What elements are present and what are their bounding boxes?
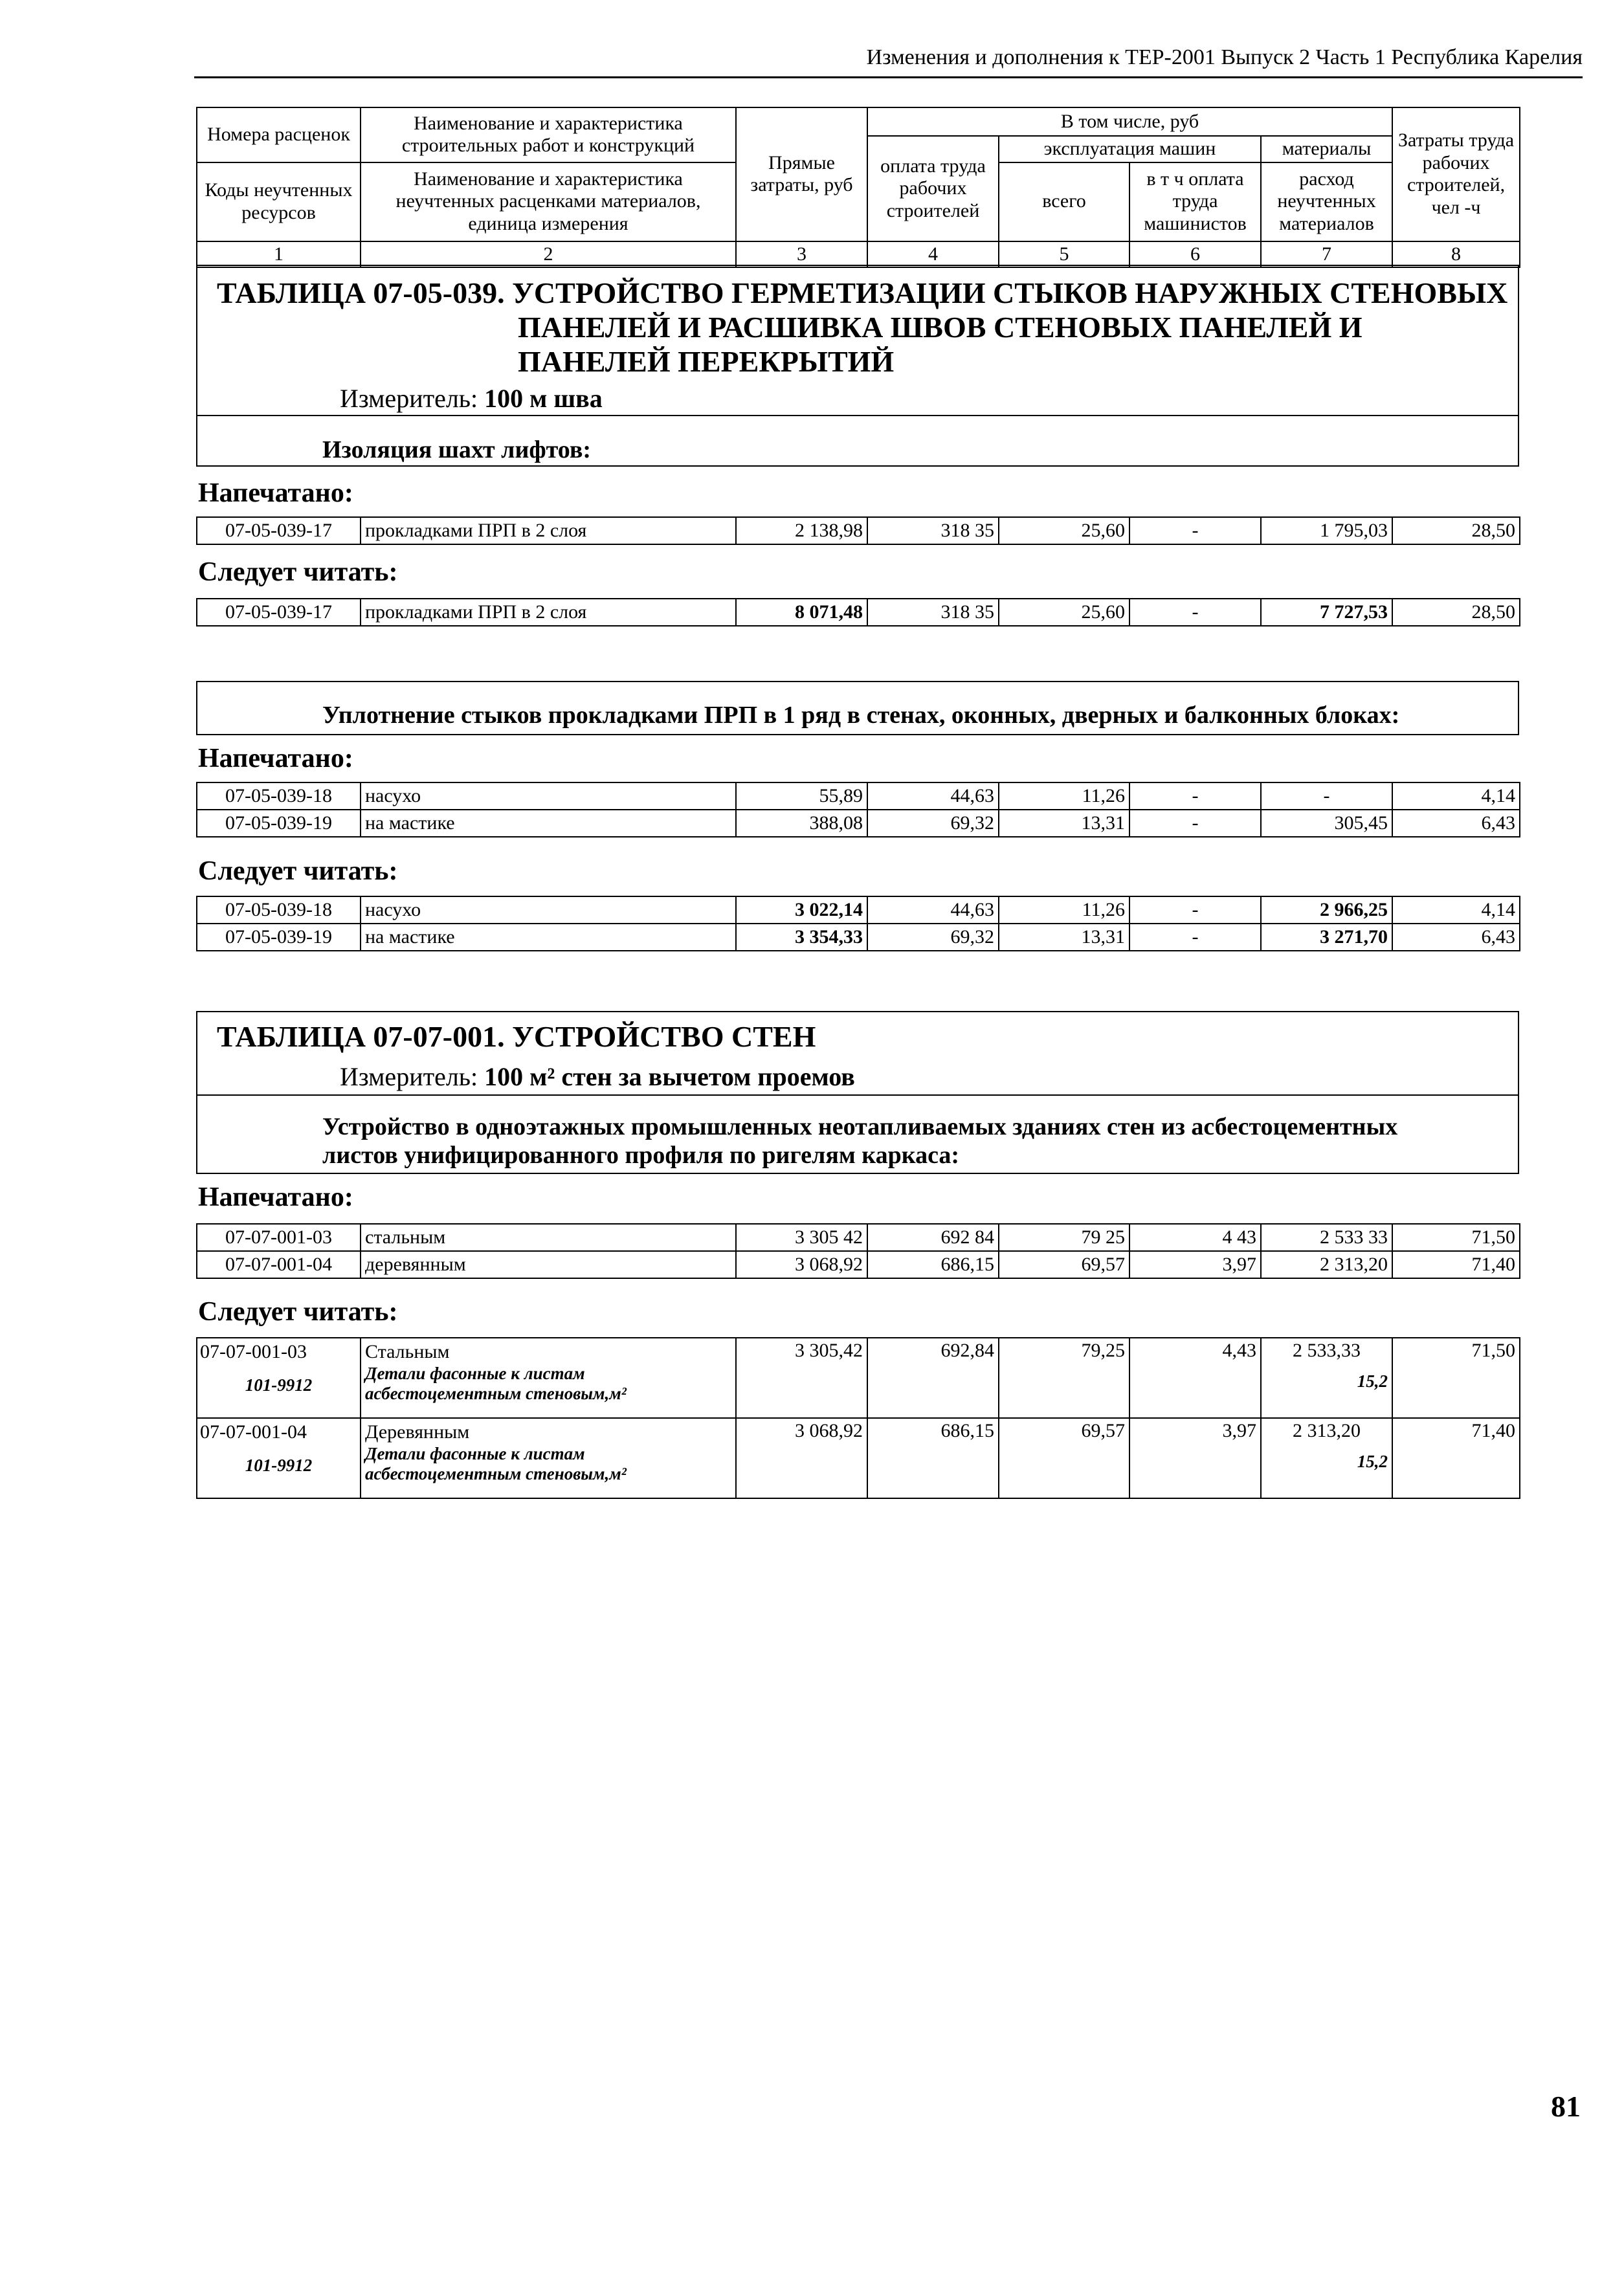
row-machines-total: 69,57	[999, 1418, 1129, 1498]
col-header-machinist-pay: в т ч оплата труда машинистов	[1129, 162, 1261, 241]
table1-title-divider	[196, 415, 1519, 416]
table2-printed-rows	[196, 782, 1520, 837]
row-direct-costs: 3 305 42	[736, 1224, 867, 1251]
row-code: 07-05-039-17	[197, 599, 361, 626]
row-material-detail: Детали фасонные к листам асбестоцементным стеновым,м²	[365, 1363, 627, 1403]
row-materials-cell	[1261, 1338, 1392, 1418]
row-name: насухо	[361, 782, 736, 810]
col-num-4: 4	[867, 241, 999, 268]
row-materials: 2 313,20	[1293, 1420, 1361, 1441]
row-direct-costs: 3 068,92	[736, 1251, 867, 1278]
row-name: на мастике	[361, 924, 736, 951]
col-header-material-usage: расход неучтенных материалов	[1261, 162, 1392, 241]
col-num-3: 3	[736, 241, 867, 268]
col-header-including: В том числе, руб	[867, 107, 1392, 136]
row-labor-hours: 71,40	[1392, 1251, 1520, 1278]
row-name: прокладками ПРП в 2 слоя	[361, 599, 736, 626]
table1-measure-value: 100 м шва	[484, 384, 603, 413]
table-row	[197, 1338, 1520, 1418]
row-machines-total: 25,60	[999, 517, 1129, 544]
table2-title-divider	[196, 1094, 1519, 1096]
col-header-machines: эксплуатация машин	[999, 136, 1261, 162]
col-header-material-name: Наименование и характеристика неучтенных расценками материалов, единица измерения	[361, 162, 736, 241]
table-row	[197, 782, 1520, 810]
row-worker-pay: 318 35	[867, 517, 999, 544]
row-machinist-pay: 3,97	[1129, 1251, 1261, 1278]
table-row	[197, 924, 1520, 951]
row-labor-hours: 4,14	[1392, 896, 1520, 924]
table2-title: ТАБЛИЦА 07-07-001. УСТРОЙСТВО СТЕН	[217, 1020, 816, 1053]
row-labor-hours: 28,50	[1392, 517, 1520, 544]
row-machinist-pay: -	[1129, 517, 1261, 544]
running-header: Изменения и дополнения к ТЕР-2001 Выпуск 2 Часть 1 Республика Карелия	[866, 45, 1583, 69]
table2-measure-label: Измеритель:	[340, 1062, 478, 1091]
row-machines-total: 25,60	[999, 599, 1129, 626]
row-direct-costs: 3 022,14	[736, 896, 867, 924]
row-worker-pay: 692,84	[867, 1338, 999, 1418]
col-num-1: 1	[197, 241, 361, 268]
row-machinist-pay: 3,97	[1129, 1418, 1261, 1498]
row-code: 07-05-039-18	[197, 782, 361, 810]
table-row	[197, 896, 1520, 924]
row-code: 07-05-039-18	[197, 896, 361, 924]
row-worker-pay: 69,32	[867, 810, 999, 837]
table-row	[197, 1224, 1520, 1251]
table-row	[197, 1251, 1520, 1278]
row-labor-hours: 71,40	[1392, 1418, 1520, 1498]
row-machines-total: 13,31	[999, 810, 1129, 837]
printed-label-1: Напечатано:	[198, 478, 353, 508]
row-worker-pay: 69,32	[867, 924, 999, 951]
row-name-cell	[361, 1418, 736, 1498]
row-materials: 3 271,70	[1261, 924, 1392, 951]
table-row	[197, 517, 1520, 544]
table1-title-line2: ПАНЕЛЕЙ И РАСШИВКА ШВОВ СТЕНОВЫХ ПАНЕЛЕЙ И	[518, 311, 1363, 344]
col-num-6: 6	[1129, 241, 1261, 268]
col-num-7: 7	[1261, 241, 1392, 268]
row-code: 07-05-039-19	[197, 810, 361, 837]
table3-printed-rows	[196, 1223, 1520, 1279]
row-code-cell	[197, 1338, 361, 1418]
row-machinist-pay: -	[1129, 782, 1261, 810]
row-worker-pay: 686,15	[867, 1418, 999, 1498]
should-read-label-2: Следует читать:	[198, 856, 398, 886]
col-header-codes: Номера расценок	[197, 107, 361, 162]
row-direct-costs: 3 305,42	[736, 1338, 867, 1418]
row-code-cell	[197, 1418, 361, 1498]
row-materials: 2 966,25	[1261, 896, 1392, 924]
row-worker-pay: 44,63	[867, 896, 999, 924]
table-row	[197, 599, 1520, 626]
row-name: Деревянным	[365, 1421, 470, 1443]
row-materials: 2 533 33	[1261, 1224, 1392, 1251]
row-materials: 2 313,20	[1261, 1251, 1392, 1278]
should-read-label-3: Следует читать:	[198, 1297, 398, 1327]
table2-measure-value: 100 м² стен за вычетом проемов	[484, 1062, 855, 1091]
row-machines-total: 13,31	[999, 924, 1129, 951]
row-machines-total: 69,57	[999, 1251, 1129, 1278]
table2-corrected-rows	[196, 896, 1520, 951]
printed-label-3: Напечатано:	[198, 1182, 353, 1212]
col-num-8: 8	[1392, 241, 1520, 268]
row-machinist-pay: -	[1129, 924, 1261, 951]
row-name: стальным	[361, 1224, 736, 1251]
row-materials: 7 727,53	[1261, 599, 1392, 626]
section2-subsection: Уплотнение стыков прокладками ПРП в 1 ряд в стенах, оконных, дверных и балконных блоках:	[322, 702, 1400, 729]
row-resource-code: 101-9912	[245, 1455, 313, 1475]
row-materials: 305,45	[1261, 810, 1392, 837]
row-name: деревянным	[361, 1251, 736, 1278]
row-direct-costs: 55,89	[736, 782, 867, 810]
row-name: прокладками ПРП в 2 слоя	[361, 517, 736, 544]
row-labor-hours: 71,50	[1392, 1224, 1520, 1251]
column-header-table	[196, 107, 1520, 268]
col-header-worker-pay: оплата труда рабочих строителей	[867, 136, 999, 241]
row-name: на мастике	[361, 810, 736, 837]
row-labor-hours: 71,50	[1392, 1338, 1520, 1418]
col-header-machines-total: всего	[999, 162, 1129, 241]
row-code: 07-07-001-03	[200, 1341, 307, 1362]
row-machines-total: 79 25	[999, 1224, 1129, 1251]
row-code: 07-05-039-19	[197, 924, 361, 951]
row-materials: 1 795,03	[1261, 517, 1392, 544]
row-machines-total: 79,25	[999, 1338, 1129, 1418]
row-labor-hours: 6,43	[1392, 810, 1520, 837]
row-worker-pay: 686,15	[867, 1251, 999, 1278]
table2-subsection-line2: листов унифицированного профиля по ригелям каркаса:	[322, 1142, 960, 1169]
row-labor-hours: 28,50	[1392, 599, 1520, 626]
col-num-5: 5	[999, 241, 1129, 268]
table1-title-line3: ПАНЕЛЕЙ ПЕРЕКРЫТИЙ	[518, 345, 895, 378]
row-worker-pay: 44,63	[867, 782, 999, 810]
table1-subsection: Изоляция шахт лифтов:	[322, 436, 592, 463]
row-materials: -	[1261, 782, 1392, 810]
row-machinist-pay: 4 43	[1129, 1224, 1261, 1251]
row-machinist-pay: -	[1129, 599, 1261, 626]
row-name: Стальным	[365, 1341, 450, 1362]
row-machines-total: 11,26	[999, 782, 1129, 810]
row-direct-costs: 8 071,48	[736, 599, 867, 626]
row-material-detail: Детали фасонные к листам асбестоцементным стеновым,м²	[365, 1443, 627, 1483]
row-labor-hours: 4,14	[1392, 782, 1520, 810]
row-direct-costs: 3 354,33	[736, 924, 867, 951]
page-number: 81	[1551, 2090, 1581, 2123]
row-machines-total: 11,26	[999, 896, 1129, 924]
table1-corrected-rows	[196, 598, 1520, 626]
row-code: 07-05-039-17	[197, 517, 361, 544]
row-machinist-pay: -	[1129, 896, 1261, 924]
row-material-qty: 15,2	[1357, 1451, 1388, 1471]
table2-subsection-line1: Устройство в одноэтажных промышленных неотапливаемых зданиях стен из асбестоцементных	[322, 1113, 1398, 1140]
col-num-2: 2	[361, 241, 736, 268]
row-worker-pay: 692 84	[867, 1224, 999, 1251]
header-rule	[194, 76, 1583, 78]
should-read-label-1: Следует читать:	[198, 557, 398, 587]
row-material-qty: 15,2	[1357, 1371, 1388, 1391]
row-name: насухо	[361, 896, 736, 924]
row-resource-code: 101-9912	[245, 1375, 313, 1395]
row-direct-costs: 3 068,92	[736, 1418, 867, 1498]
row-worker-pay: 318 35	[867, 599, 999, 626]
row-direct-costs: 388,08	[736, 810, 867, 837]
table2-measure	[340, 1061, 855, 1092]
row-direct-costs: 2 138,98	[736, 517, 867, 544]
col-header-direct-costs: Прямые затраты, руб	[736, 107, 867, 241]
row-machinist-pay: -	[1129, 810, 1261, 837]
table1-printed-rows	[196, 516, 1520, 545]
row-code: 07-07-001-04	[200, 1421, 307, 1443]
table1-title-line1: ТАБЛИЦА 07-05-039. УСТРОЙСТВО ГЕРМЕТИЗАЦИИ СТЫКОВ НАРУЖНЫХ СТЕНОВЫХ	[217, 276, 1508, 309]
table-row	[197, 810, 1520, 837]
col-header-resource-codes: Коды неучтенных ресурсов	[197, 162, 361, 241]
table-row	[197, 1418, 1520, 1498]
table3-corrected-rows	[196, 1337, 1520, 1499]
col-header-labor-hours: Затраты труда рабочих строителей, чел -ч	[1392, 107, 1520, 241]
row-materials-cell	[1261, 1418, 1392, 1498]
row-machinist-pay: 4,43	[1129, 1338, 1261, 1418]
printed-label-2: Напечатано:	[198, 744, 353, 773]
row-labor-hours: 6,43	[1392, 924, 1520, 951]
table1-measure	[340, 383, 603, 414]
row-name-cell	[361, 1338, 736, 1418]
table1-measure-label: Измеритель:	[340, 384, 478, 413]
col-header-materials: материалы	[1261, 136, 1392, 162]
col-header-work-name: Наименование и характеристика строительных работ и конструкций	[361, 107, 736, 162]
row-code: 07-07-001-04	[197, 1251, 361, 1278]
row-materials: 2 533,33	[1293, 1340, 1361, 1361]
row-code: 07-07-001-03	[197, 1224, 361, 1251]
